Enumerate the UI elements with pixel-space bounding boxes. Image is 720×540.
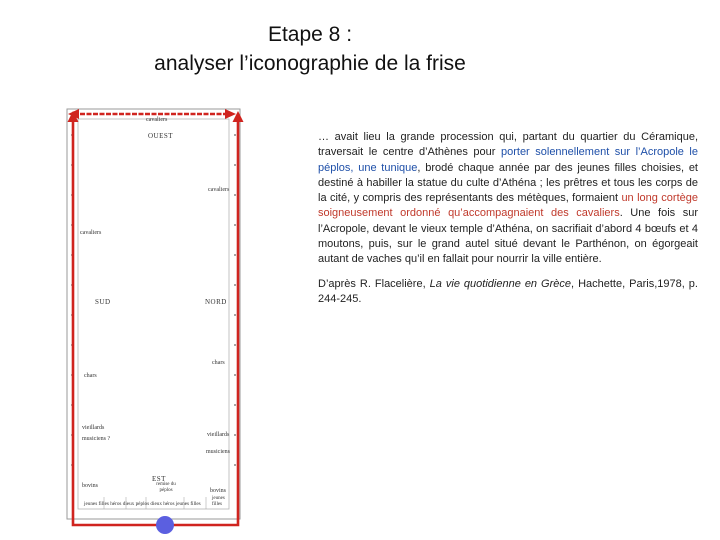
label-left-chars: chars bbox=[84, 373, 97, 379]
quote-text-part-3: . Une fois sur l’Acropole, devant le vieux temple d’Athéna, on sacrifiait d’abord 4 bœufs et 4 moutons, puis, sur le grand autel situé devant le Parthénon, on égorgeait autant de vaches qu’il en fallait pour nourrir la ville entière. bbox=[318, 207, 698, 266]
start-point-dot bbox=[156, 516, 174, 534]
label-right-jeunes-filles: jeunes filles bbox=[212, 496, 225, 507]
label-right-chars: chars bbox=[212, 360, 225, 366]
quote-source bbox=[318, 277, 698, 308]
label-right-musiciens: musiciens bbox=[206, 449, 230, 455]
procession-path bbox=[73, 114, 238, 525]
label-top-cavaliers: cavaliers bbox=[146, 117, 168, 123]
label-sud: SUD bbox=[95, 298, 111, 306]
quote-block bbox=[318, 130, 698, 316]
label-bottom-row: jeunes filles héros dieux péplos dieux héros jeunes filles bbox=[84, 501, 201, 507]
quote-text-part-1: … avait lieu la grande procession qui, partant du quartier du Céramique, traversait le centre d’Athènes pour bbox=[318, 131, 698, 159]
quote-highlight-peplos: porter solennellement sur l’Acropole le péplos, une tunique bbox=[318, 146, 698, 174]
title-line-1: Etape 8 : bbox=[267, 23, 353, 46]
source-publisher: , Hachette, Paris,1978, p. 244-245. bbox=[318, 277, 698, 305]
label-est: EST bbox=[152, 475, 166, 483]
source-book-title: La vie quotidienne en Grèce bbox=[429, 277, 572, 290]
label-right-vieillards: vieillards bbox=[207, 432, 230, 438]
title-line-2: analyser l’iconographie de la frise bbox=[154, 52, 466, 75]
arrow-up-right bbox=[233, 111, 244, 122]
label-remise-peplos: remise du péplos bbox=[156, 482, 176, 493]
quote-highlight-cortege: un long cortège soigneusement ordonné qu’accompagnaient des cavaliers bbox=[318, 192, 698, 220]
label-left-musiciens: musiciens ? bbox=[82, 436, 111, 442]
frieze-plan bbox=[60, 105, 250, 535]
label-right-cavaliers: cavaliers bbox=[208, 187, 230, 193]
quote-paragraph bbox=[318, 130, 698, 268]
label-left-vieillards: vieillards bbox=[82, 425, 105, 431]
label-left-bovins: bovins bbox=[82, 483, 99, 489]
column-dots-right bbox=[234, 134, 236, 466]
label-right-bovins: bovins bbox=[210, 488, 227, 494]
label-ouest: OUEST bbox=[148, 132, 174, 140]
arrow-right-top bbox=[225, 109, 236, 119]
procession-left-path bbox=[73, 121, 165, 525]
label-left-cavaliers: cavaliers bbox=[80, 230, 102, 236]
procession-right-path bbox=[165, 121, 238, 525]
quote-text-part-2: , brodé chaque année par des jeunes filles choisies, et destiné à habiller la statue du culte d’Athéna ; les prêtres et tous les corps de la cité, y compris des représentants des métèques, formaient bbox=[318, 161, 698, 205]
source-author: D’après R. Flacelière, bbox=[318, 277, 430, 290]
label-nord: NORD bbox=[205, 298, 227, 306]
frieze-outer-border bbox=[67, 109, 240, 519]
frieze-plan-drawing bbox=[60, 105, 250, 535]
